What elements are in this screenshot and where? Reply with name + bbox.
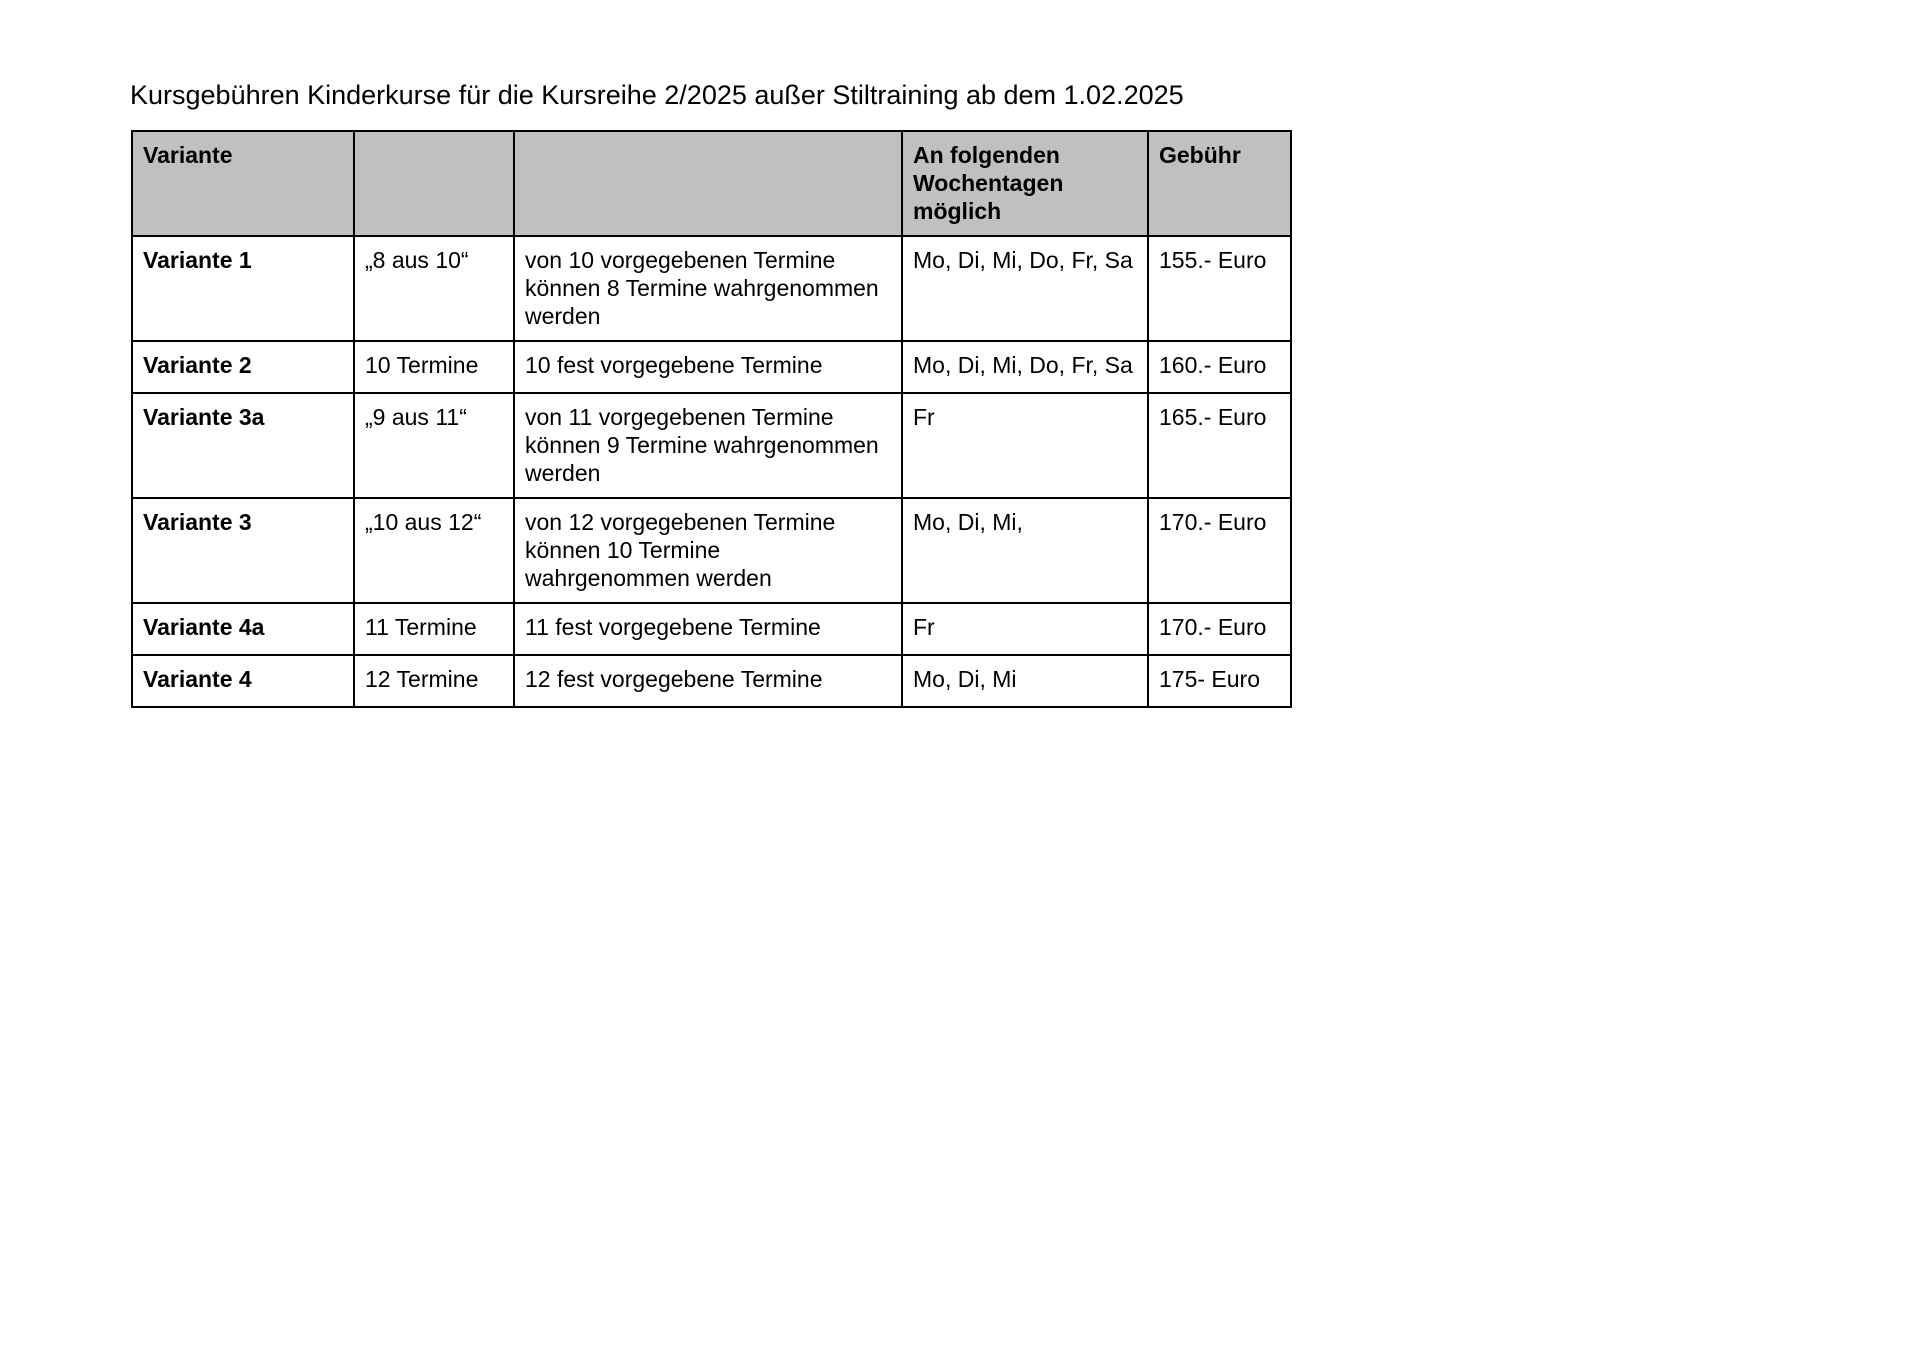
table-row — [132, 498, 1291, 603]
header-fee: Gebühr — [1148, 131, 1291, 236]
cell-variant: Variante 1 — [132, 236, 354, 341]
table-row — [132, 655, 1291, 707]
cell-variant: Variante 3a — [132, 393, 354, 498]
page-title: Kursgebühren Kinderkurse für die Kursreihe 2/2025 außer Stiltraining ab dem 1.02.2025 — [130, 80, 1184, 110]
cell-description: von 11 vorgegebenen Termine können 9 Termine wahrgenommen werden — [514, 393, 902, 498]
cell-fee: 160.- Euro — [1148, 341, 1291, 393]
cell-days: Mo, Di, Mi, Do, Fr, Sa — [902, 341, 1148, 393]
cell-variant: Variante 3 — [132, 498, 354, 603]
cell-fee: 175- Euro — [1148, 655, 1291, 707]
cell-days: Fr — [902, 603, 1148, 655]
table-row — [132, 236, 1291, 341]
table-row — [132, 341, 1291, 393]
table-header-row — [132, 131, 1291, 236]
cell-days: Mo, Di, Mi, — [902, 498, 1148, 603]
cell-fee: 170.- Euro — [1148, 498, 1291, 603]
header-dates — [354, 131, 514, 236]
header-description — [514, 131, 902, 236]
header-days: An folgenden Wochentagen möglich — [902, 131, 1148, 236]
cell-description: 10 fest vorgegebene Termine — [514, 341, 902, 393]
cell-dates: 10 Termine — [354, 341, 514, 393]
cell-dates: 12 Termine — [354, 655, 514, 707]
cell-variant: Variante 4a — [132, 603, 354, 655]
cell-description: 11 fest vorgegebene Termine — [514, 603, 902, 655]
cell-variant: Variante 2 — [132, 341, 354, 393]
cell-dates: „8 aus 10“ — [354, 236, 514, 341]
cell-fee: 165.- Euro — [1148, 393, 1291, 498]
cell-days: Mo, Di, Mi, Do, Fr, Sa — [902, 236, 1148, 341]
cell-description: von 10 vorgegebenen Termine können 8 Termine wahrgenommen werden — [514, 236, 902, 341]
cell-dates: „9 aus 11“ — [354, 393, 514, 498]
cell-days: Fr — [902, 393, 1148, 498]
cell-fee: 155.- Euro — [1148, 236, 1291, 341]
table-row — [132, 393, 1291, 498]
cell-description: von 12 vorgegebenen Termine können 10 Termine wahrgenommen werden — [514, 498, 902, 603]
header-variant: Variante — [132, 131, 354, 236]
fee-table — [131, 130, 1292, 708]
cell-dates: 11 Termine — [354, 603, 514, 655]
cell-variant: Variante 4 — [132, 655, 354, 707]
cell-description: 12 fest vorgegebene Termine — [514, 655, 902, 707]
cell-fee: 170.- Euro — [1148, 603, 1291, 655]
cell-dates: „10 aus 12“ — [354, 498, 514, 603]
table-row — [132, 603, 1291, 655]
cell-days: Mo, Di, Mi — [902, 655, 1148, 707]
